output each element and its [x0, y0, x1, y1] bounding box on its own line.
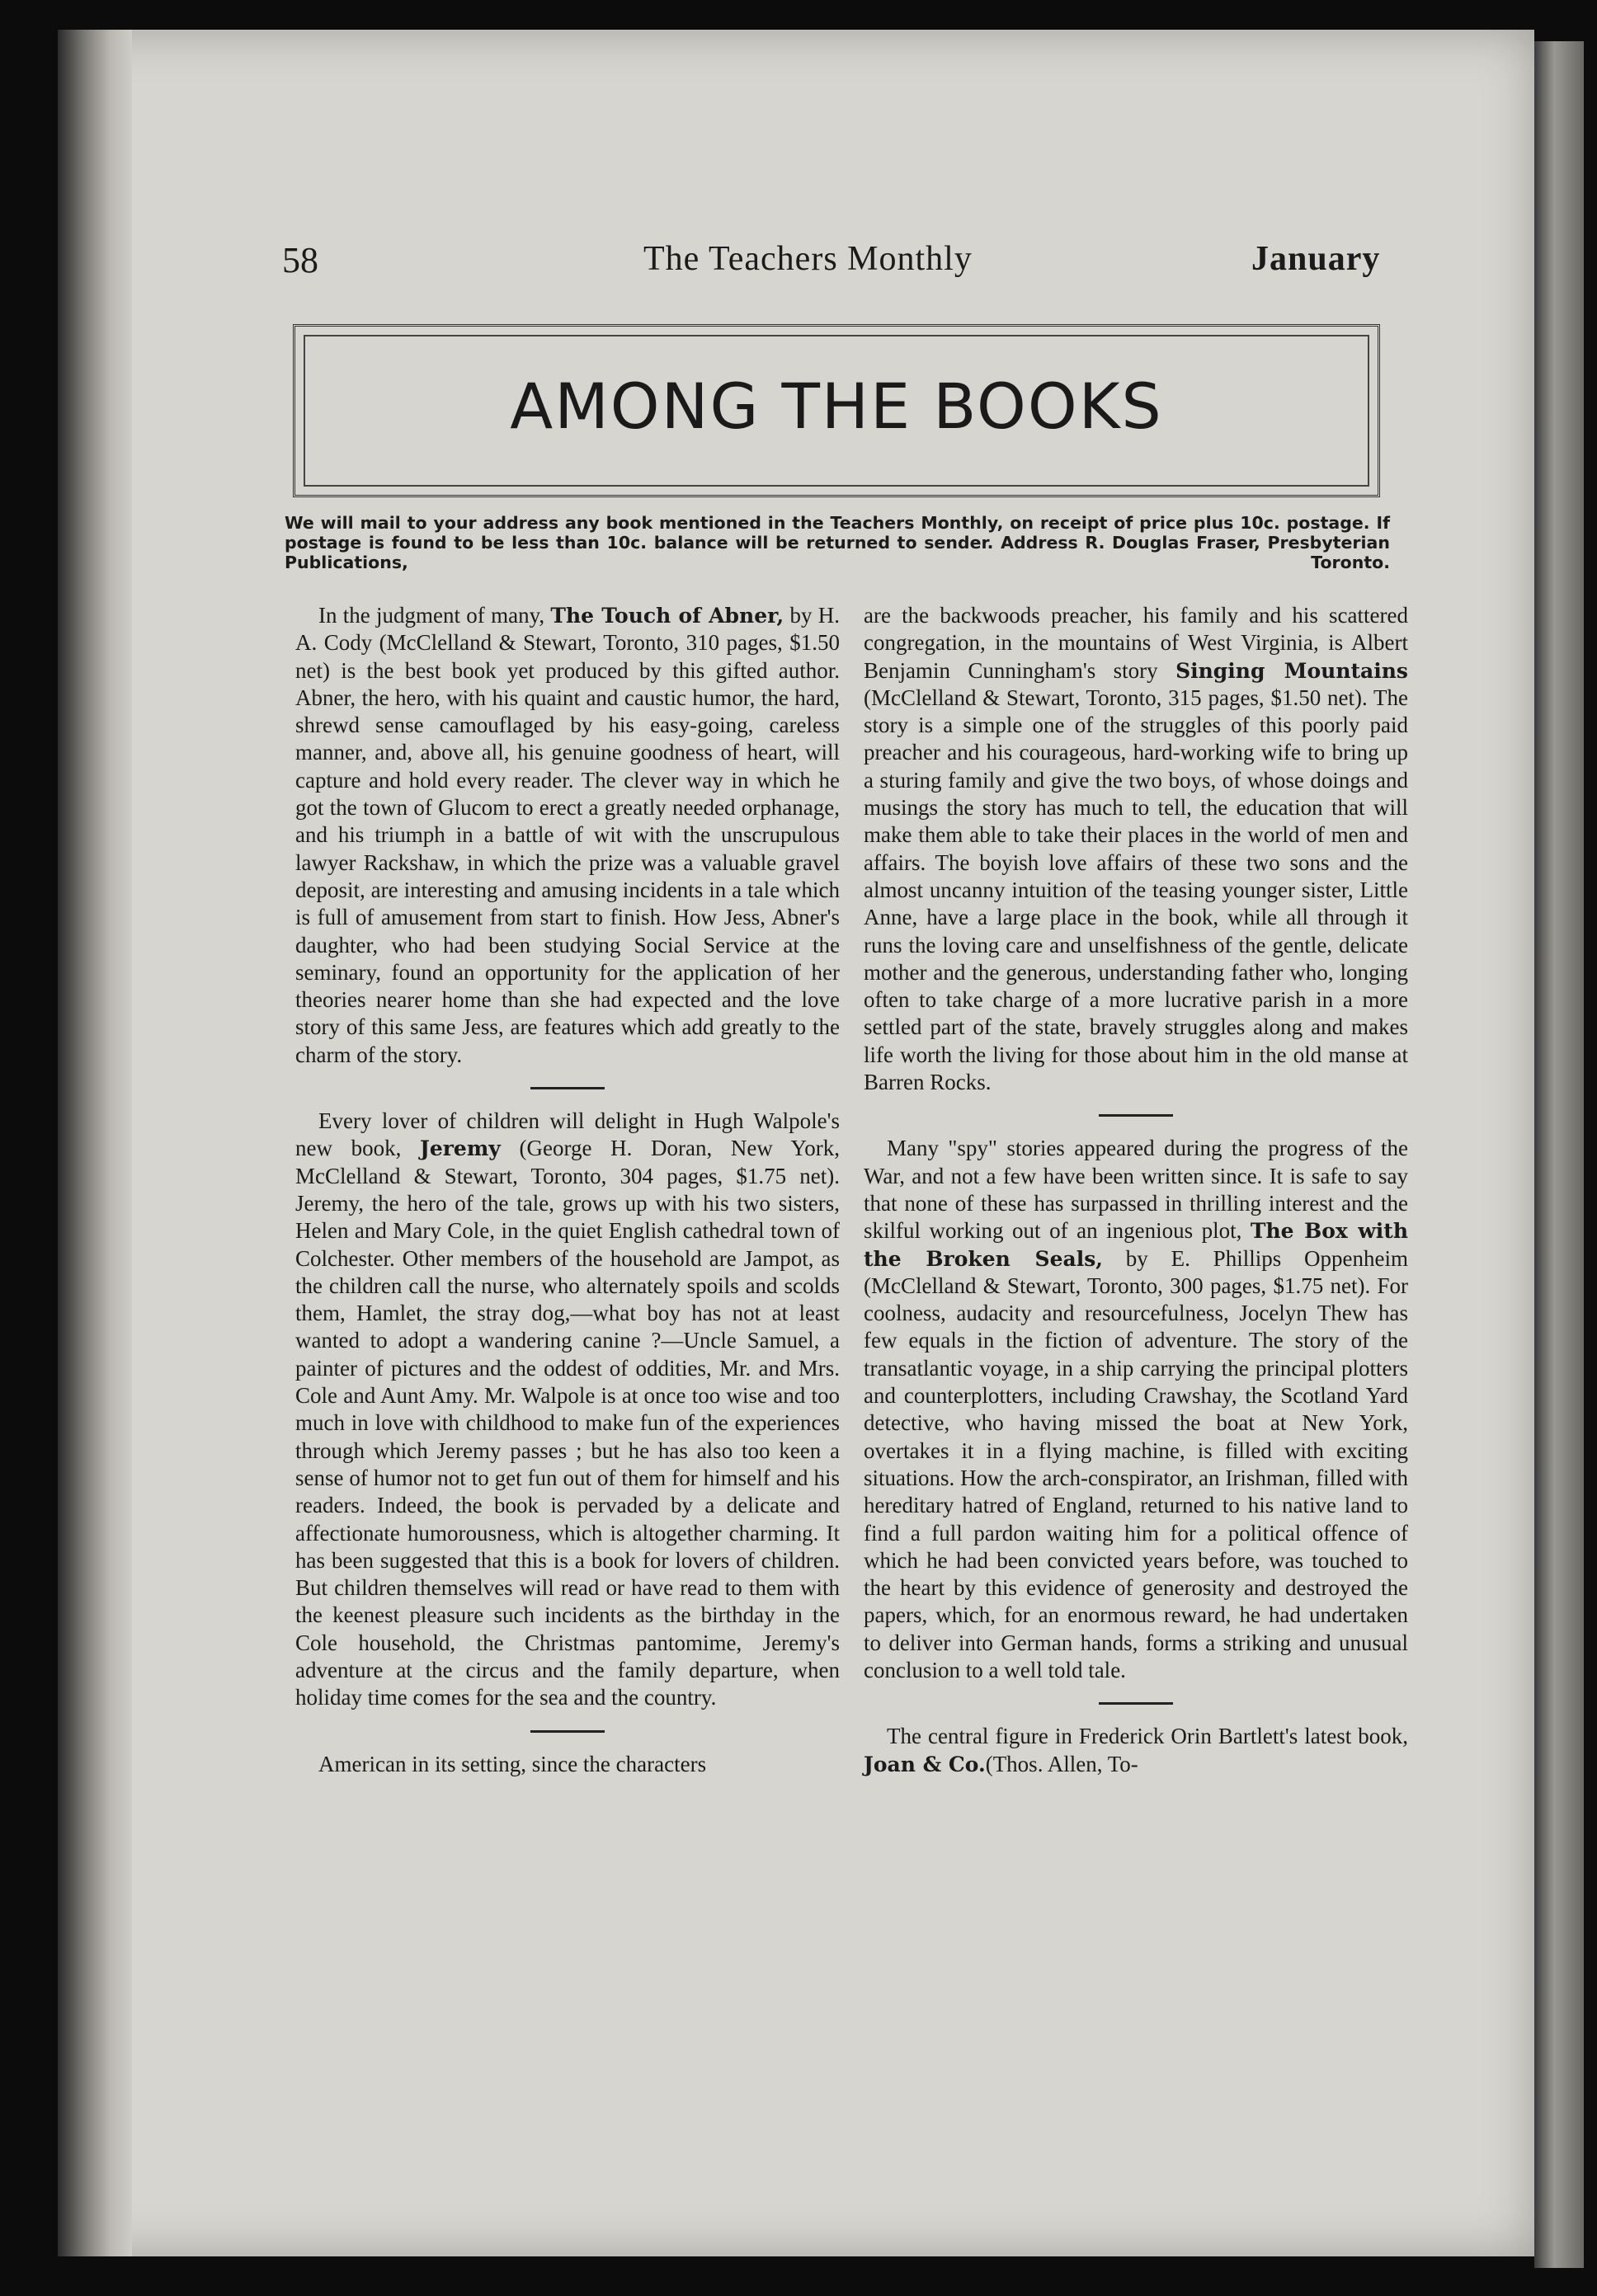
issue-month: January — [1251, 240, 1381, 278]
review-jeremy: Every lover of children will delight in Hugh Walpole's new book, Jeremy (George H. Doran, New York, McClelland & Stewart, Toronto, 304 pages, $1.75 net). Jeremy, the hero of the tale, grows up with his two sisters, Helen and Mary Cole, in the quiet English cathedral town of Colchester. Other members of the household are Jampot, as the children call the nurse, who alternately spoils and scolds them, Hamlet, the stray dog,—what boy has not at least wanted to adopt a wandering canine ?—Uncle Samuel, a painter of pictures and the oddest of oddities, Mr. and Mrs. Cole and Aunt Amy. Mr. Walpole is at once too wise and too much in love with childhood to make fun of the experiences through which Jeremy passes ; but he has also too keen a sense of humor not to get fun out of them for himself and his readers. Indeed, the book is pervaded by a delicate and affectionate humorousness, which is altogether charming. It has been suggested that this is a book for lovers of children. But children themselves will read or have read to them with the keenest pleasure such incidents as the birthday in the Cole household, the Christmas pantomime, Jeremy's adventure at the circus and the family departure, when holiday time comes for the sea and the country. — [295, 1108, 841, 1710]
review-singing-mountains: are the backwoods preacher, his family and his scattered congregation, in the mountains of West Virginia, is Albert Benjamin Cunningham's story Singing Mountains (McClelland & Stewart, Toronto, 315 pages, $1.50 net). The story is a simple one of the struggles of this poorly paid preacher and his courageous, hard-working wife to bring up a sturing family and give the two boys, of whose doings and musings the story has much to tell, the education that will make them able to take their places in the world of men and affairs. The boyish love affairs of these two sons and the almost uncanny intuition of the teasing younger sister, Little Anne, have a large place in the book, while all through it runs the loving care and unselfishness of the gentle, delicate mother and the generous, understanding father who, longing often to take charge of a more lucrative parish in a more settled part of the state, bravely struggles along and makes life worth the living for those about him in the old manse at Barren Rocks. — [864, 603, 1408, 1095]
book-title: Jeremy — [420, 1136, 501, 1161]
book-spine — [58, 30, 132, 2256]
section-title: AMONG THE BOOKS — [510, 369, 1163, 443]
page-number: 58 — [282, 240, 318, 280]
review-singing-mountains-start: American in its setting, since the characters — [318, 1751, 707, 1776]
right-column — [864, 602, 1408, 1778]
book-title: The Touch of Abner, — [550, 604, 784, 628]
review-joan-and-co: The central figure in Frederick Orin Bartlett's latest book, Joan & Co.(Thos. Allen, To- — [864, 1724, 1408, 1776]
section-divider — [1099, 1702, 1173, 1705]
book-title: Singing Mountains — [1175, 658, 1408, 683]
book-title: Joan & Co. — [864, 1752, 986, 1776]
section-banner — [293, 324, 1380, 497]
section-divider — [1099, 1114, 1173, 1117]
left-column — [295, 602, 840, 1778]
page-header — [0, 239, 1597, 289]
review-box-with-broken-seals: Many "spy" stories appeared during the progress of the War, and not a few have been written since. It is safe to say that none of these has surpassed in thrilling interest and the skilful working out of an ingenious plot, The Box with the Broken Seals, by E. Phillips Oppenheim (McClelland & Stewart, Toronto, 300 pages, $1.75 net). For coolness, audacity and resourcefulness, Jocelyn Thew has few equals in the fiction of adventure. The story of the transatlantic voyage, in a ship carrying the principal plotters and counterplotters, including Crawshay, the Scotland Yard detective, who having missed the boat at New York, overtakes it in a flying machine, is filled with exciting situations. How the arch-conspirator, an Irishman, filled with hereditary hatred of England, returned to his native land to find a full pardon waiting him for a political offence of which he had been convicted years before, was touched to the heart by this evidence of generosity and destroyed the papers, which, for an enormous reward, he had undertaken to deliver into German hands, forms a striking and unusual conclusion to a well told tale. — [864, 1136, 1409, 1682]
mail-order-notice: We will mail to your address any book mentioned in the Teachers Monthly, on receipt of price plus 10c. postage. If postage is found to be less than 10c. balance will be returned to sender. Address R. Douglas Fraser, Presbyterian Publications, Toronto. — [285, 513, 1390, 572]
running-title: The Teachers Monthly — [643, 240, 973, 278]
review-touch-of-abner: In the judgment of many, The Touch of Abner, by H. A. Cody (McClelland & Stewart, Toronto, 310 pages, $1.50 net) is the best book yet produced by this gifted author. Abner, the hero, with his quaint and caustic humor, the hard, shrewd sense camouflaged by his easy-going, careless manner, and, above all, his genuine goodness of heart, will capture and hold every reader. The clever way in which he got the town of Glucom to erect a greatly needed orphanage, and his triumph in a battle of wit with the unscrupulous lawyer Rackshaw, in which the prize was a valuable gravel deposit, are interesting and amusing incidents in a tale which is full of amusement from start to finish. How Jess, Abner's daughter, who had been studying Social Service at the seminary, found an opportunity for the application of her theories nearer home than she had expected and the love story of this same Jess, are features which add greatly to the charm of the story. — [295, 603, 840, 1067]
section-divider — [530, 1730, 605, 1733]
section-divider — [530, 1087, 605, 1089]
book-title: The Box with the Broken Seals, — [864, 1219, 1409, 1271]
facing-page-edge — [1534, 41, 1584, 2268]
